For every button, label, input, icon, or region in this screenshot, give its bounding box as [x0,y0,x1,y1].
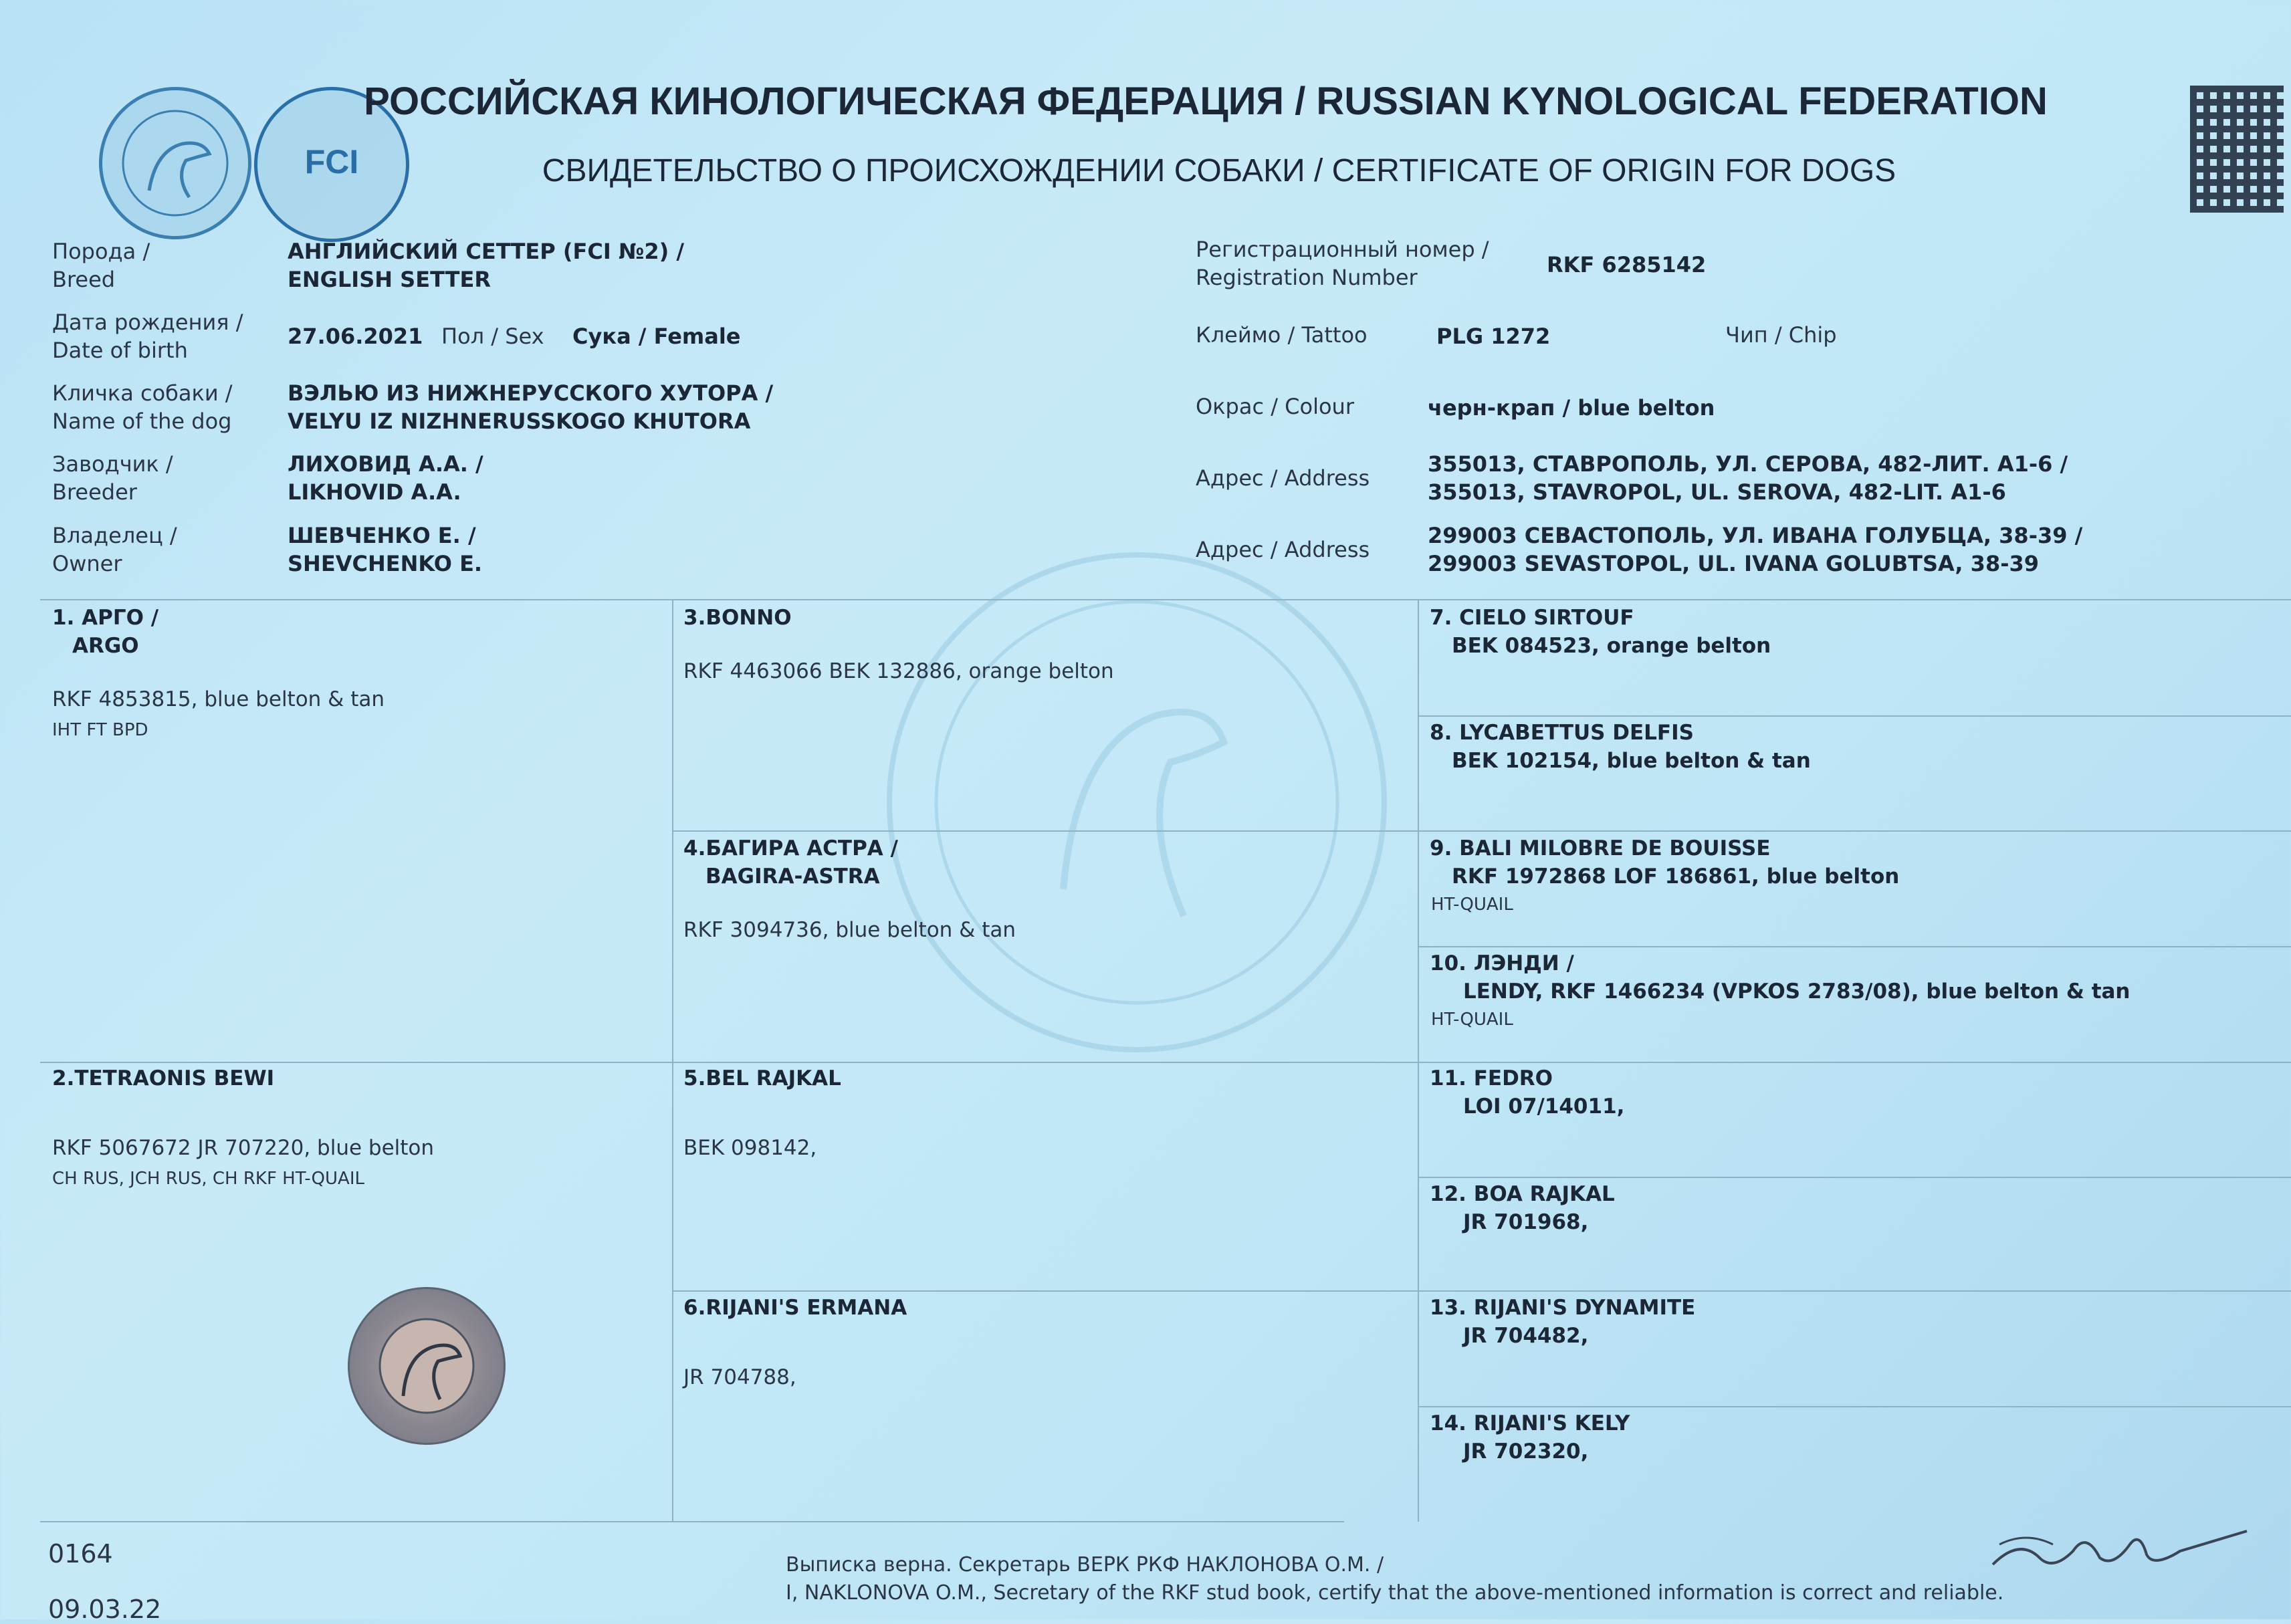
pedigree-cell-14: 14. RIJANI'S KELY JR 702320, [1430,1411,1630,1464]
dob-label: Дата рождения / Date of birth [52,310,243,363]
dog-name-value: ВЭЛЬЮ ИЗ НИЖНЕРУССКОГО ХУТОРА / VELYU IZ NIZHNERUSSKOGO KHUTORA [288,380,774,434]
owner-address-label: Адрес / Address [1196,537,1370,562]
pedigree-cell-6: 6.RIJANI'S ERMANA JR 704788, [683,1296,907,1389]
certification-statement: Выписка верна. Секретарь ВЕРК РКФ НАКЛОНОВА О.М. / I, NAKLONOVA O.M., Secretary of the RKF stud book, certify that the above-mentioned information is correct and reliable. [786,1553,2004,1605]
dog-name-label: Кличка собаки / Name of the dog [52,380,233,434]
dog-head-icon [350,1289,504,1443]
pedigree-cell-10: 10. ЛЭНДИ / LENDY, RKF 1466234 (VPKOS 2783/08), blue belton & tan HT-QUAIL [1430,951,2131,1030]
pedigree-cell-8: 8. LYCABETTUS DELFIS BEK 102154, blue belton & tan [1430,721,1811,773]
pedigree-cell-1: 1. АРГО / ARGO RKF 4853815, blue belton & tan IHT FT BPD [52,606,385,740]
pedigree-cell-5: 5.BEL RAJKAL BEK 098142, [683,1066,841,1160]
breeder-label: Заводчик / Breeder [52,451,173,505]
owner-label: Владелец / Owner [52,523,177,576]
owner-address-value: 299003 СЕВАСТОПОЛЬ, УЛ. ИВАНА ГОЛУБЦА, 38-39 / 299003 SEVASTOPOL, UL. IVANA GOLUBTSA, 38-39 [1428,523,2083,576]
colour-label: Окрас / Colour [1196,394,1354,419]
dob-value: 27.06.2021 [288,324,423,349]
breeder-value: ЛИХОВИД А.А. / LIKHOVID A.A. [288,451,483,505]
signature [1979,1504,2260,1585]
certificate-subtitle: СВИДЕТЕЛЬСТВО О ПРОИСХОЖДЕНИИ СОБАКИ / CERTIFICATE OF ORIGIN FOR DOGS [542,153,1896,189]
pedigree-cell-2: 2.TETRAONIS BEWI RKF 5067672 JR 707220, blue belton CH RUS, JCH RUS, CH RKF HT-QUAIL [52,1066,435,1189]
breeder-address-label: Адрес / Address [1196,465,1370,491]
pedigree-cell-12: 12. BOA RAJKAL JR 701968, [1430,1182,1615,1234]
pedigree-cell-9: 9. BALI MILOBRE DE BOUISSE RKF 1972868 LOF 186861, blue belton HT-QUAIL [1430,836,1900,915]
pedigree-cell-7: 7. CIELO SIRTOUF BEK 084523, orange belton [1430,606,1771,658]
breed-label: Порода / Breed [52,239,150,292]
fci-logo-text: FCI [304,143,359,181]
reg-value: RKF 6285142 [1547,252,1707,277]
pedigree-cell-4: 4.БАГИРА АСТРА / BAGIRA-ASTRA RKF 3094736, blue belton & tan [683,836,1016,942]
sex-label: Пол / Sex [441,324,544,349]
pedigree-cell-3: 3.BONNO RKF 4463066 BEK 132886, orange belton [683,606,1114,683]
pedigree-cell-11: 11. FEDRO LOI 07/14011, [1430,1066,1625,1119]
tattoo-value: PLG 1272 [1436,324,1551,349]
reg-label: Регистрационный номер / Registration Number [1196,237,1489,290]
owner-value: ШЕВЧЕНКО Е. / SHEVCHENKO E. [288,523,483,576]
issue-date: 09.03.22 [48,1595,162,1624]
hologram-stamp [348,1287,506,1445]
pedigree-cell-13: 13. RIJANI'S DYNAMITE JR 704482, [1430,1296,1696,1348]
sex-value: Сука / Female [572,324,741,349]
breeder-address-value: 355013, СТАВРОПОЛЬ, УЛ. СЕРОВА, 482-ЛИТ. А1-6 / 355013, STAVROPOL, UL. SEROVA, 482-LIT. A1-6 [1428,451,2068,505]
qr-code [2190,86,2284,213]
chip-label: Чип / Chip [1725,322,1837,348]
colour-value: черн-крап / blue belton [1428,395,1715,421]
tattoo-label: Клеймо / Tattoo [1196,322,1368,348]
page-title: РОССИЙСКАЯ КИНОЛОГИЧЕСКАЯ ФЕДЕРАЦИЯ / RUSSIAN KYNOLOGICAL FEDERATION [364,80,2048,123]
serial-number: 0164 [48,1539,113,1569]
breed-value: АНГЛИЙСКИЙ СЕТТЕР (FCI №2) / ENGLISH SETTER [288,239,685,292]
